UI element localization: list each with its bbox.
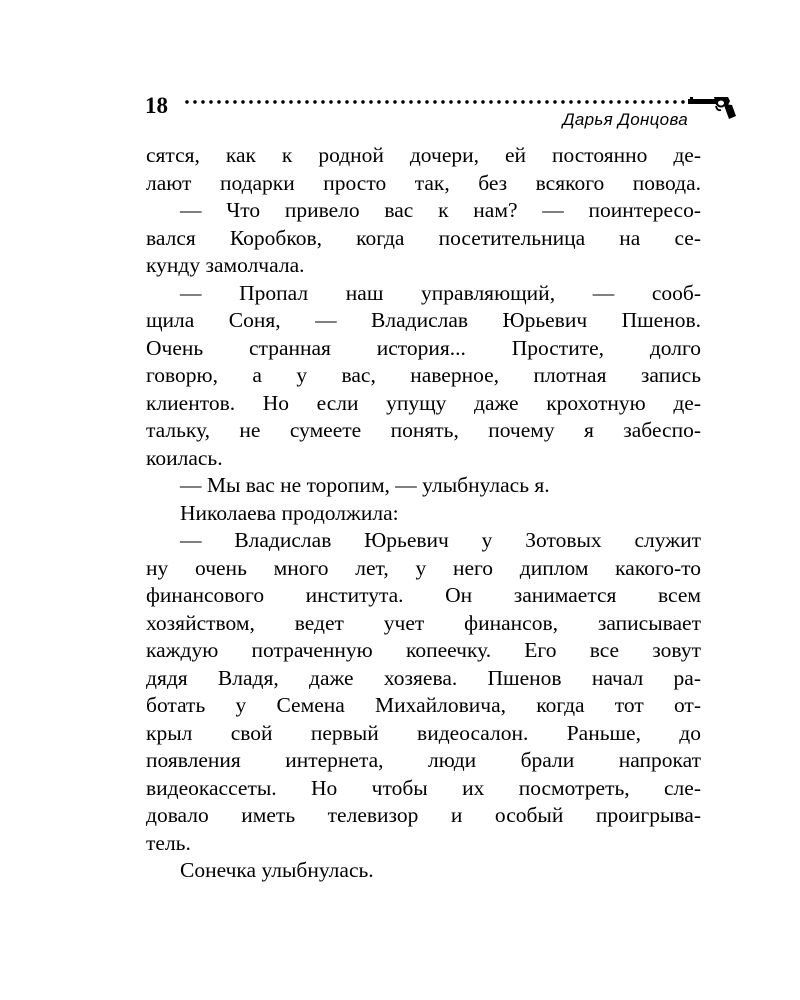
text-line: довало иметь телевизор и особый проигрыва- [146, 803, 701, 827]
text-line: финансового института. Он занимается всем [146, 583, 701, 607]
text-line: щила Соня, — Владислав Юрьевич Пшенов. [146, 308, 701, 332]
text-line: говорю, а у вас, наверное, плотная запись [146, 363, 701, 387]
text-line: хозяйством, ведет учет финансов, записывает [146, 610, 701, 635]
page-header [0, 0, 800, 140]
text-line: Николаева продолжила: [180, 500, 399, 525]
text-line: Сонечка улыбнулась. [180, 858, 374, 882]
text-line: тель. [146, 830, 191, 855]
text-line: — Что привело вас к нам? — поинтересо- [180, 198, 701, 222]
text-line: Очень странная история... Простите, долго [146, 335, 701, 360]
page-number: 18 [145, 93, 168, 118]
text-line: каждую потраченную копеечку. Его все зовут [146, 638, 701, 662]
text-line: вался Коробков, когда посетительница на се- [146, 225, 701, 250]
text-line: появления интернета, люди брали напрокат [146, 748, 701, 772]
text-line: видеокассеты. Но чтобы их посмотреть, сле- [146, 775, 701, 800]
text-line: крыл свой первый видеосалон. Раньше, до [146, 720, 701, 745]
text-line: лают подарки просто так, без всякого повода. [146, 170, 701, 195]
text-line: ботать у Семена Михайловича, когда тот от- [146, 693, 701, 717]
text-line: — Мы вас не торопим, — улыбнулась я. [180, 473, 550, 497]
revolver-icon [688, 92, 736, 122]
body-text [146, 142, 701, 885]
text-line: — Пропал наш управляющий, — сооб- [180, 280, 701, 305]
text-line: клиентов. Но если упущу даже крохотную де- [146, 390, 701, 415]
text-line: — Владислав Юрьевич у Зотовых служит [180, 528, 701, 552]
dotted-rule [183, 100, 693, 104]
text-line: тальку, не сумеете понять, почему я забеспо- [146, 418, 701, 442]
text-line: кунду замолчала. [146, 253, 305, 277]
text-line: ну очень много лет, у него диплом какого-то [146, 555, 701, 580]
text-line: сятся, как к родной дочери, ей постоянно де- [146, 143, 701, 167]
text-line: коилась. [146, 445, 223, 470]
text-line: дядя Владя, даже хозяева. Пшенов начал ра- [146, 665, 701, 690]
running-head-author: Дарья Донцова [562, 110, 688, 129]
